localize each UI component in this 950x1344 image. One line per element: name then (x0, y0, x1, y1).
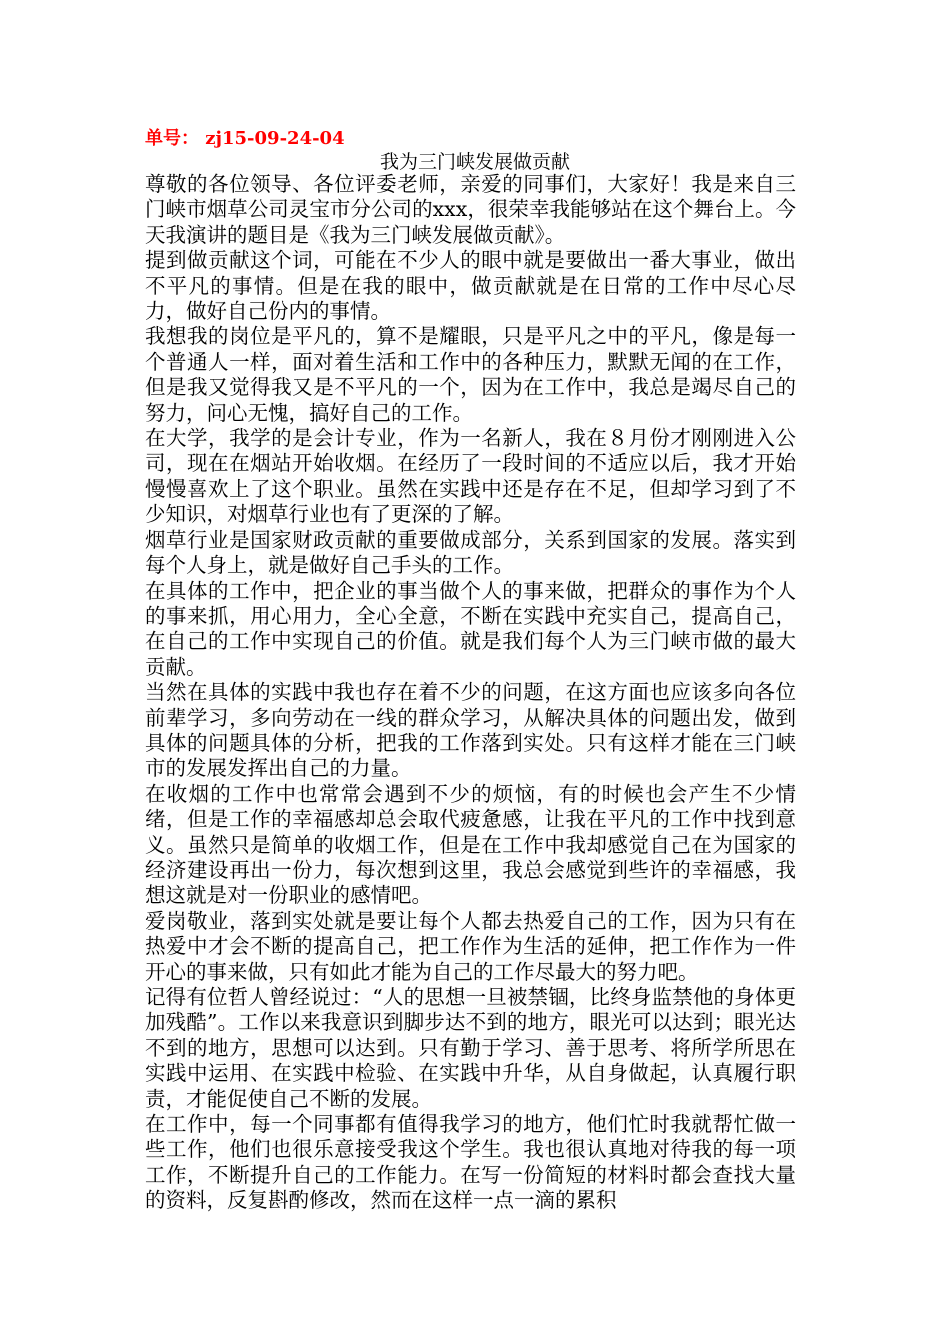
document-body (145, 172, 796, 1214)
paragraph: 我想我的岗位是平凡的，算不是耀眼，只是平凡之中的平凡，像是每一个普通人一样，面对着生活和工作中的各种压力，默默无闻的在工作，但是我又觉得我又是不平凡的一个，因为在工作中，我总是竭尽自己的努力，问心无愧，搞好自己的工作。 (145, 324, 796, 425)
paragraph: 爱岗敬业，落到实处就是要让每个人都去热爱自己的工作，因为只有在热爱中才会不断的提高自己，把工作作为生活的延伸，把工作作为一件开心的事来做，只有如此才能为自己的工作尽最大的努力吧。 (145, 908, 796, 984)
paragraph: 在工作中，每一个同事都有值得我学习的地方，他们忙时我就帮忙做一些工作，他们也很乐意接受我这个学生。我也很认真地对待我的每一项工作，不断提升自己的工作能力。在写一份简短的材料时都会查找大量的资料，反复斟酌修改，然而在这样一点一滴的累积 (145, 1112, 796, 1213)
paragraph: 记得有位哲人曾经说过：“人的思想一旦被禁锢，比终身监禁他的身体更加残酷”。工作以来我意识到脚步达不到的地方，眼光可以达到；眼光达不到的地方，思想可以达到。只有勤于学习、善于思考、将所学所思在实践中运用、在实践中检验、在实践中升华，从自身做起，认真履行职责，才能促使自己不断的发展。 (145, 985, 796, 1111)
order-number: 单号： zj15-09-24-04 (145, 128, 345, 149)
paragraph: 在收烟的工作中也常常会遇到不少的烦恼，有的时候也会产生不少情绪，但是工作的幸福感却总会取代疲惫感，让我在平凡的工作中找到意义。虽然只是简单的收烟工作，但是在工作中我却感觉自己在为国家的经济建设再出一份力，每次想到这里，我总会感觉到些许的幸福感，我想这就是对一份职业的感情吧。 (145, 781, 796, 908)
document-title: 我为三门峡发展做贡献 (379, 151, 570, 173)
paragraph: 提到做贡献这个词，可能在不少人的眼中就是要做出一番大事业，做出不平凡的事情。但是在我的眼中，做贡献就是在日常的工作中尽心尽力，做好自己份内的事情。 (145, 248, 796, 324)
paragraph: 在具体的工作中，把企业的事当做个人的事来做，把群众的事作为个人的事来抓，用心用力，全心全意，不断在实践中充实自己，提高自己，在自己的工作中实现自己的价值。就是我们每个人为三门峡市做的最大贡献。 (145, 578, 796, 679)
paragraph: 尊敬的各位领导、各位评委老师，亲爱的同事们，大家好！我是来自三门峡市烟草公司灵宝市分公司的xxx，很荣幸我能够站在这个舞台上。今天我演讲的题目是《我为三门峡发展做贡献》。 (145, 172, 796, 247)
paragraph: 在大学，我学的是会计专业，作为一名新人，我在８月份才刚刚进入公司，现在在烟站开始收烟。在经历了一段时间的不适应以后，我才开始慢慢喜欢上了这个职业。虽然在实践中还是存在不足，但却学习到了不少知识，对烟草行业也有了更深的了解。 (145, 426, 796, 527)
paragraph: 烟草行业是国家财政贡献的重要做成部分，关系到国家的发展。落实到每个人身上，就是做好自己手头的工作。 (145, 527, 796, 578)
paragraph: 当然在具体的实践中我也存在着不少的问题，在这方面也应该多向各位前辈学习，多向劳动在一线的群众学习，从解决具体的问题出发，做到具体的问题具体的分析，把我的工作落到实处。只有这样才能在三门峡市的发展发挥出自己的力量。 (145, 680, 796, 781)
